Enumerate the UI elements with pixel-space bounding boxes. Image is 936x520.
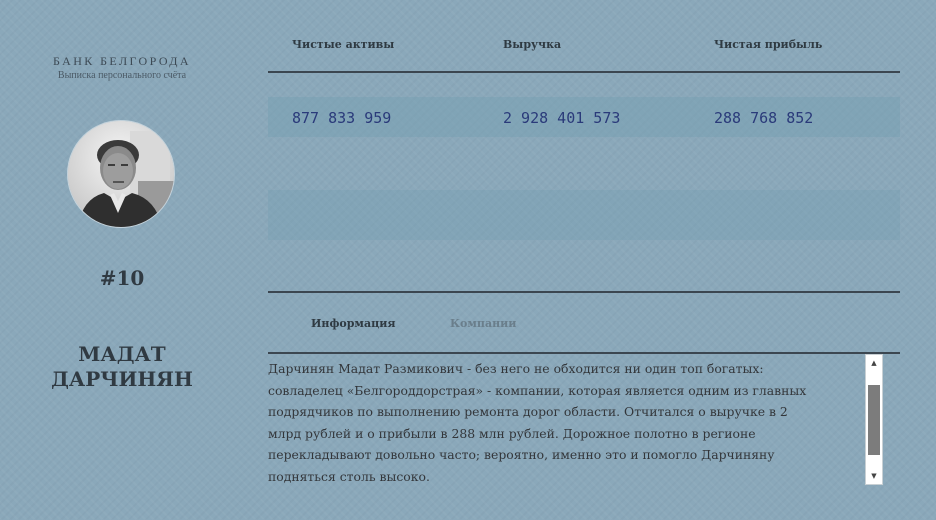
net-profit-value: 288 768 852 bbox=[714, 109, 814, 127]
description-line: перекладывают довольно часто; вероятно, именно это и помогло Дарчиняну bbox=[268, 447, 775, 462]
stats-top-divider bbox=[268, 71, 900, 73]
scroll-down-arrow-icon[interactable]: ▼ bbox=[871, 472, 877, 480]
bank-subtitle: Выписка персонального счёта bbox=[57, 70, 187, 81]
financial-stats-table bbox=[268, 0, 900, 295]
scroll-thumb[interactable] bbox=[868, 385, 880, 455]
tabs-divider bbox=[268, 352, 900, 354]
scroll-up-arrow-icon[interactable]: ▲ bbox=[871, 359, 877, 367]
header-revenue: Выручка bbox=[503, 38, 562, 51]
description-line: совладелец «Белгороддорстрая» - компании, которая является одним из главных bbox=[268, 382, 807, 398]
stats-bottom-divider bbox=[268, 291, 900, 293]
description-line: подрядчиков по выполнению ремонта дорог области. Отчитался о выручке в 2 bbox=[268, 404, 788, 419]
tab-companies[interactable]: Компании bbox=[450, 317, 517, 330]
person-portrait-icon bbox=[68, 121, 174, 227]
person-last-name: ДАРЧИНЯН bbox=[51, 367, 193, 391]
person-first-name: МАДАТ bbox=[78, 342, 166, 366]
description-line: млрд рублей и о прибыли в 288 млн рублей. Дорожное полотно в регионе bbox=[268, 425, 756, 441]
description-line: Дарчинян Мадат Размикович - без него не обходится ни один топ богатых: bbox=[268, 361, 764, 376]
tab-information[interactable]: Информация bbox=[311, 317, 396, 330]
person-name bbox=[0, 342, 244, 392]
avatar bbox=[68, 121, 174, 227]
stats-header-row bbox=[268, 38, 900, 54]
person-description bbox=[268, 358, 860, 488]
revenue-value: 2 928 401 573 bbox=[503, 109, 621, 127]
net-assets-value: 877 833 959 bbox=[292, 109, 392, 127]
header-net-assets: Чистые активы bbox=[292, 38, 395, 51]
info-tabs bbox=[268, 310, 900, 340]
description-line: подняться столь высоко. bbox=[268, 468, 430, 484]
stats-row bbox=[268, 97, 900, 137]
bank-name: БАНК БЕЛГОРОДА bbox=[53, 54, 191, 68]
stats-row-empty bbox=[268, 190, 900, 240]
description-scrollbar[interactable] bbox=[865, 354, 883, 485]
header-net-profit: Чистая прибыль bbox=[714, 38, 823, 51]
profile-panel bbox=[0, 0, 244, 520]
person-rank: #10 bbox=[99, 266, 145, 290]
